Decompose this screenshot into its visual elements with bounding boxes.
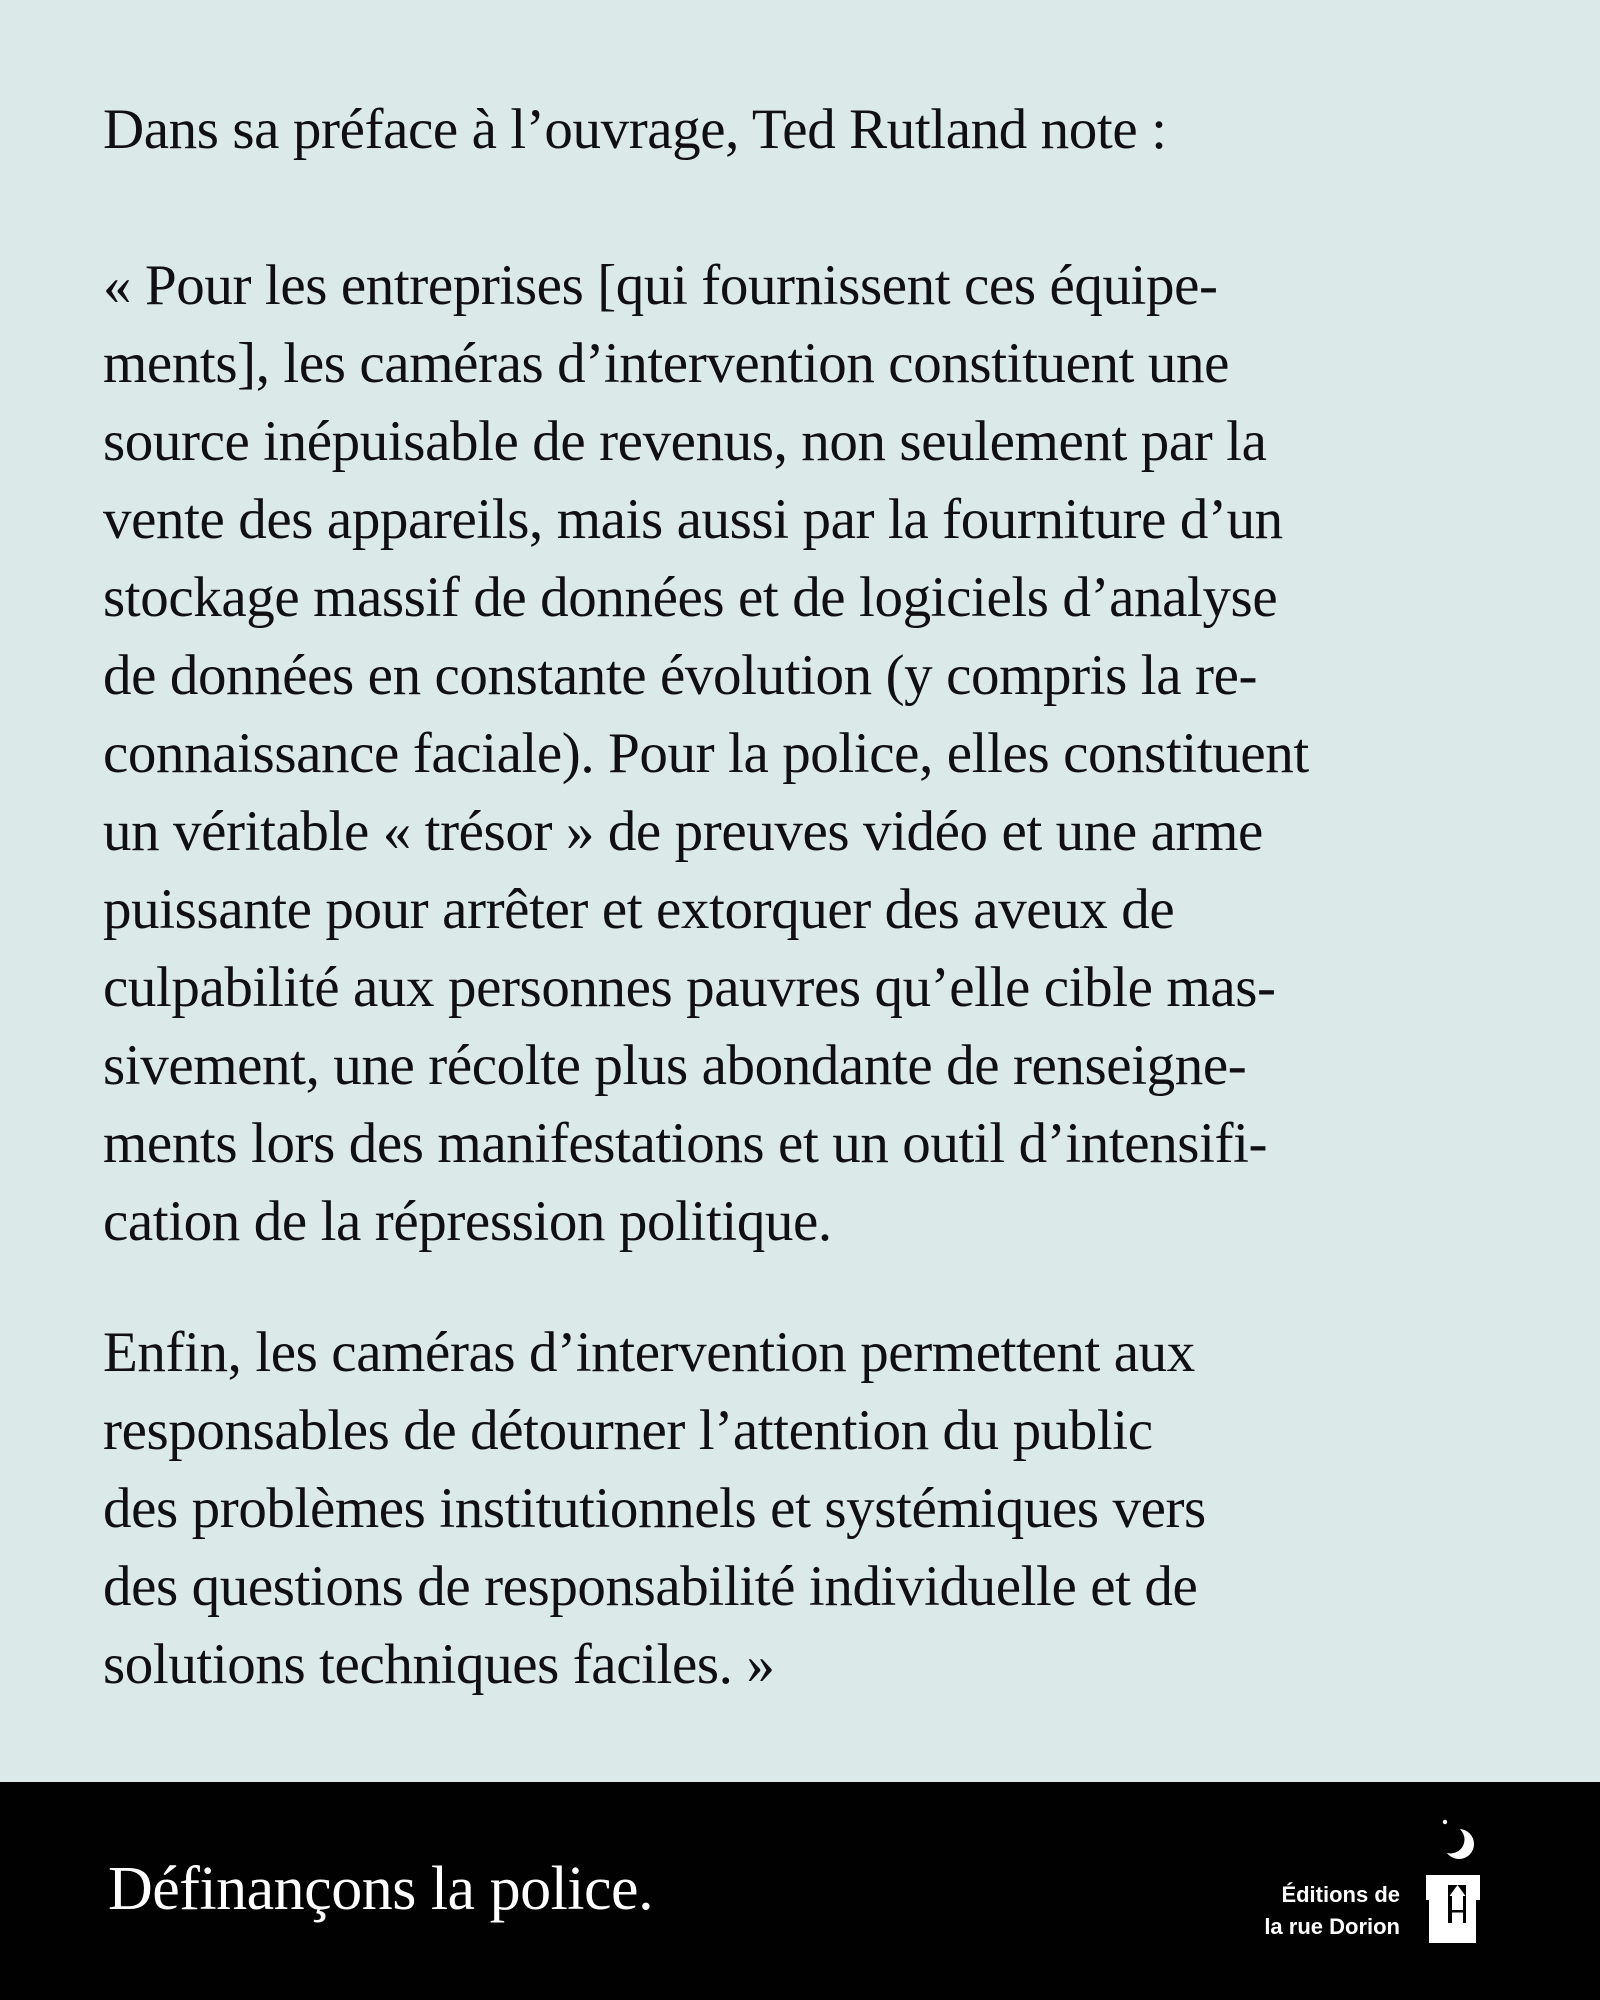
quote-line: des questions de responsabilité individuelle et de bbox=[103, 1555, 1198, 1618]
quote-line: puissante pour arrêter et extorquer des aveux de bbox=[103, 878, 1175, 941]
footer-tagline: Définançons la police. bbox=[108, 1855, 654, 1923]
quote-line: source inépuisable de revenus, non seulement par la bbox=[103, 410, 1267, 473]
quote-line: Enfin, les caméras d’intervention permettent aux bbox=[103, 1321, 1195, 1384]
quote-line: de données en constante évolution (y compris la re- bbox=[103, 644, 1258, 707]
quote-paragraph-2 bbox=[103, 1314, 1583, 1704]
quote-paragraph-1 bbox=[103, 247, 1583, 1261]
quote-line: des problèmes institutionnels et systémiques vers bbox=[103, 1477, 1206, 1540]
quote-line: stockage massif de données et de logiciels d’analyse bbox=[103, 566, 1278, 629]
quote-line: un véritable « trésor » de preuves vidéo et une arme bbox=[103, 800, 1263, 863]
quote-line: « Pour les entreprises [qui fournissent ces équipe- bbox=[103, 254, 1218, 317]
quote-line: connaissance faciale). Pour la police, elles constituent bbox=[103, 722, 1309, 785]
quote-line: responsables de détourner l’attention du public bbox=[103, 1399, 1153, 1462]
quote-line: sivement, une récolte plus abondante de renseigne- bbox=[103, 1034, 1247, 1097]
intro-line: Dans sa préface à l’ouvrage, Ted Rutland note : bbox=[103, 98, 1167, 161]
publisher-name-line2: la rue Dorion bbox=[1264, 1914, 1400, 1939]
quote-line: ments], les caméras d’intervention constituent une bbox=[103, 332, 1229, 395]
star-icon bbox=[1443, 1820, 1447, 1824]
publisher-name bbox=[1264, 1879, 1400, 1943]
publisher-name-line1: Éditions de bbox=[1281, 1882, 1400, 1907]
publisher-logo bbox=[1422, 1815, 1484, 1945]
house-tower-icon bbox=[1426, 1875, 1480, 1943]
quote-text-block bbox=[103, 91, 1583, 1704]
quote-line: ments lors des manifestations et un outil d’intensifi- bbox=[103, 1112, 1268, 1175]
quote-line: vente des appareils, mais aussi par la fourniture d’un bbox=[103, 488, 1283, 551]
footer-bar bbox=[0, 1782, 1600, 2000]
quote-line: culpabilité aux personnes pauvres qu’elle cible mas- bbox=[103, 956, 1276, 1019]
quote-line: cation de la répression politique. bbox=[103, 1190, 832, 1253]
quote-line: solutions techniques faciles. » bbox=[103, 1633, 775, 1696]
crescent-moon-icon bbox=[1437, 1826, 1475, 1860]
